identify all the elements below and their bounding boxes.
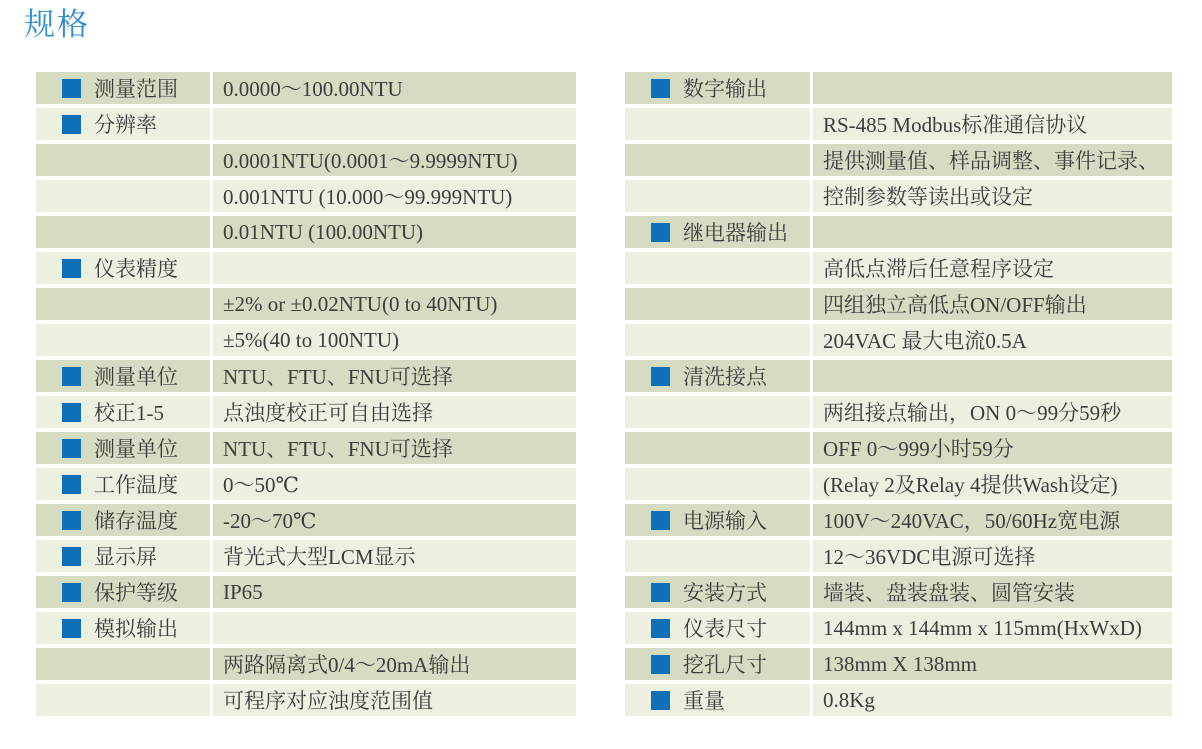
blue-square-bullet-icon <box>62 511 81 530</box>
table-row <box>625 360 1172 392</box>
spec-label-cell <box>625 432 810 464</box>
table-row <box>36 504 576 536</box>
blue-square-bullet-icon <box>62 115 81 134</box>
spec-value: 两路隔离式0/4～20mA输出 <box>213 648 576 680</box>
spec-label-cell <box>625 396 810 428</box>
spec-value: 0.8Kg <box>813 684 1172 716</box>
spec-label: 挖孔尺寸 <box>683 653 767 677</box>
table-row <box>36 360 576 392</box>
spec-value: 背光式大型LCM显示 <box>213 540 576 572</box>
page-title: 规格 <box>24 7 90 42</box>
spec-label: 重量 <box>683 689 725 713</box>
table-row <box>36 684 576 716</box>
spec-label-cell <box>36 396 210 428</box>
spec-label-cell <box>625 324 810 356</box>
spec-label-cell <box>36 504 210 536</box>
blue-square-bullet-icon <box>62 439 81 458</box>
spec-label-cell <box>625 504 810 536</box>
spec-table-right <box>625 72 1172 720</box>
spec-table-left <box>36 72 576 720</box>
table-row <box>625 180 1172 212</box>
spec-value: 0.0001NTU(0.0001～9.9999NTU) <box>213 144 576 176</box>
blue-square-bullet-icon <box>62 259 81 278</box>
blue-square-bullet-icon <box>651 511 670 530</box>
table-row <box>625 288 1172 320</box>
spec-label-cell <box>625 468 810 500</box>
table-row <box>36 180 576 212</box>
blue-square-bullet-icon <box>62 475 81 494</box>
blue-square-bullet-icon <box>62 79 81 98</box>
table-row <box>625 468 1172 500</box>
spec-value: IP65 <box>213 576 576 608</box>
spec-label: 模拟输出 <box>94 617 178 641</box>
spec-label: 电源输入 <box>683 509 767 533</box>
table-row <box>625 144 1172 176</box>
spec-label-cell <box>625 144 810 176</box>
spec-label-cell <box>36 108 210 140</box>
spec-label-cell <box>625 360 810 392</box>
table-row <box>625 432 1172 464</box>
spec-value: 四组独立高低点ON/OFF输出 <box>813 288 1172 320</box>
table-row <box>625 540 1172 572</box>
spec-value: 墙装、盘装盘装、圆管安装 <box>813 576 1172 608</box>
table-row <box>625 504 1172 536</box>
spec-label: 仪表精度 <box>94 257 178 281</box>
spec-label: 安装方式 <box>683 581 767 605</box>
blue-square-bullet-icon <box>651 655 670 674</box>
table-row <box>36 648 576 680</box>
table-row <box>36 540 576 572</box>
spec-label-cell <box>36 648 210 680</box>
blue-square-bullet-icon <box>62 619 81 638</box>
table-row <box>625 396 1172 428</box>
spec-label-cell <box>36 216 210 248</box>
spec-value: 0～50℃ <box>213 468 576 500</box>
spec-label-cell <box>36 684 210 716</box>
table-row <box>625 612 1172 644</box>
table-row <box>625 252 1172 284</box>
blue-square-bullet-icon <box>651 691 670 710</box>
blue-square-bullet-icon <box>651 367 670 386</box>
table-row <box>36 252 576 284</box>
table-row <box>36 72 576 104</box>
spec-label-cell <box>36 288 210 320</box>
spec-value: 100V～240VAC，50/60Hz宽电源 <box>813 504 1172 536</box>
table-row <box>36 432 576 464</box>
spec-value <box>213 108 576 140</box>
spec-label-cell <box>36 324 210 356</box>
spec-label-cell <box>36 540 210 572</box>
spec-value: 两组接点输出，ON 0～99分59秒 <box>813 396 1172 428</box>
spec-label-cell <box>625 612 810 644</box>
spec-value: (Relay 2及Relay 4提供Wash设定) <box>813 468 1172 500</box>
spec-label-cell <box>36 576 210 608</box>
table-row <box>36 612 576 644</box>
spec-label: 继电器输出 <box>683 221 788 245</box>
spec-value: 0.01NTU (100.00NTU) <box>213 216 576 248</box>
blue-square-bullet-icon <box>62 583 81 602</box>
spec-label-cell <box>625 684 810 716</box>
spec-value: 可程序对应浊度范围值 <box>213 684 576 716</box>
table-row <box>625 648 1172 680</box>
table-row <box>36 324 576 356</box>
spec-label-cell <box>625 288 810 320</box>
spec-label: 测量单位 <box>94 365 178 389</box>
table-row <box>625 684 1172 716</box>
spec-label-cell <box>36 360 210 392</box>
spec-value: 12～36VDC电源可选择 <box>813 540 1172 572</box>
spec-value: 提供测量值、样品调整、事件记录、 <box>813 144 1172 176</box>
spec-label-cell <box>625 252 810 284</box>
spec-value: NTU、FTU、FNU可选择 <box>213 432 576 464</box>
spec-label-cell <box>625 540 810 572</box>
spec-value: -20～70℃ <box>213 504 576 536</box>
spec-value: ±5%(40 to 100NTU) <box>213 324 576 356</box>
table-row <box>36 396 576 428</box>
table-row <box>36 576 576 608</box>
blue-square-bullet-icon <box>651 223 670 242</box>
blue-square-bullet-icon <box>651 583 670 602</box>
table-row <box>36 468 576 500</box>
spec-label-cell <box>36 432 210 464</box>
spec-label: 分辨率 <box>94 113 157 137</box>
spec-value: 点浊度校正可自由选择 <box>213 396 576 428</box>
spec-value: 高低点滞后任意程序设定 <box>813 252 1172 284</box>
blue-square-bullet-icon <box>62 403 81 422</box>
spec-label: 保护等级 <box>94 581 178 605</box>
spec-label-cell <box>625 108 810 140</box>
spec-label: 工作温度 <box>94 473 178 497</box>
blue-square-bullet-icon <box>651 79 670 98</box>
spec-label: 储存温度 <box>94 509 178 533</box>
spec-value: NTU、FTU、FNU可选择 <box>213 360 576 392</box>
spec-label-cell <box>625 216 810 248</box>
table-row <box>36 216 576 248</box>
spec-label-cell <box>36 144 210 176</box>
spec-value: 204VAC 最大电流0.5A <box>813 324 1172 356</box>
spec-label: 数字输出 <box>683 77 767 101</box>
spec-label-cell <box>36 468 210 500</box>
table-row <box>36 288 576 320</box>
spec-value: 138mm X 138mm <box>813 648 1172 680</box>
spec-value: RS-485 Modbus标准通信协议 <box>813 108 1172 140</box>
spec-label-cell <box>625 180 810 212</box>
spec-label: 清洗接点 <box>683 365 767 389</box>
spec-label-cell <box>36 252 210 284</box>
spec-value <box>213 252 576 284</box>
spec-label-cell <box>36 180 210 212</box>
table-row <box>625 108 1172 140</box>
table-row <box>36 144 576 176</box>
spec-label: 仪表尺寸 <box>683 617 767 641</box>
blue-square-bullet-icon <box>62 547 81 566</box>
table-row <box>625 576 1172 608</box>
spec-value: 144mm x 144mm x 115mm(HxWxD) <box>813 612 1172 644</box>
spec-label-cell <box>625 576 810 608</box>
spec-value: 0.001NTU (10.000～99.999NTU) <box>213 180 576 212</box>
spec-label-cell <box>625 72 810 104</box>
spec-label: 测量单位 <box>94 437 178 461</box>
blue-square-bullet-icon <box>62 367 81 386</box>
spec-value <box>813 216 1172 248</box>
spec-value <box>813 360 1172 392</box>
spec-label: 校正1-5 <box>94 401 164 425</box>
spec-value <box>813 72 1172 104</box>
spec-value <box>213 612 576 644</box>
spec-label: 显示屏 <box>94 545 157 569</box>
blue-square-bullet-icon <box>651 619 670 638</box>
spec-value: 控制参数等读出或设定 <box>813 180 1172 212</box>
table-row <box>625 324 1172 356</box>
table-row <box>625 72 1172 104</box>
spec-label-cell <box>625 648 810 680</box>
spec-label: 测量范围 <box>94 77 178 101</box>
table-row <box>36 108 576 140</box>
spec-value: OFF 0～999小时59分 <box>813 432 1172 464</box>
spec-label-cell <box>36 72 210 104</box>
spec-value: ±2% or ±0.02NTU(0 to 40NTU) <box>213 288 576 320</box>
spec-label-cell <box>36 612 210 644</box>
table-row <box>625 216 1172 248</box>
spec-value: 0.0000～100.00NTU <box>213 72 576 104</box>
